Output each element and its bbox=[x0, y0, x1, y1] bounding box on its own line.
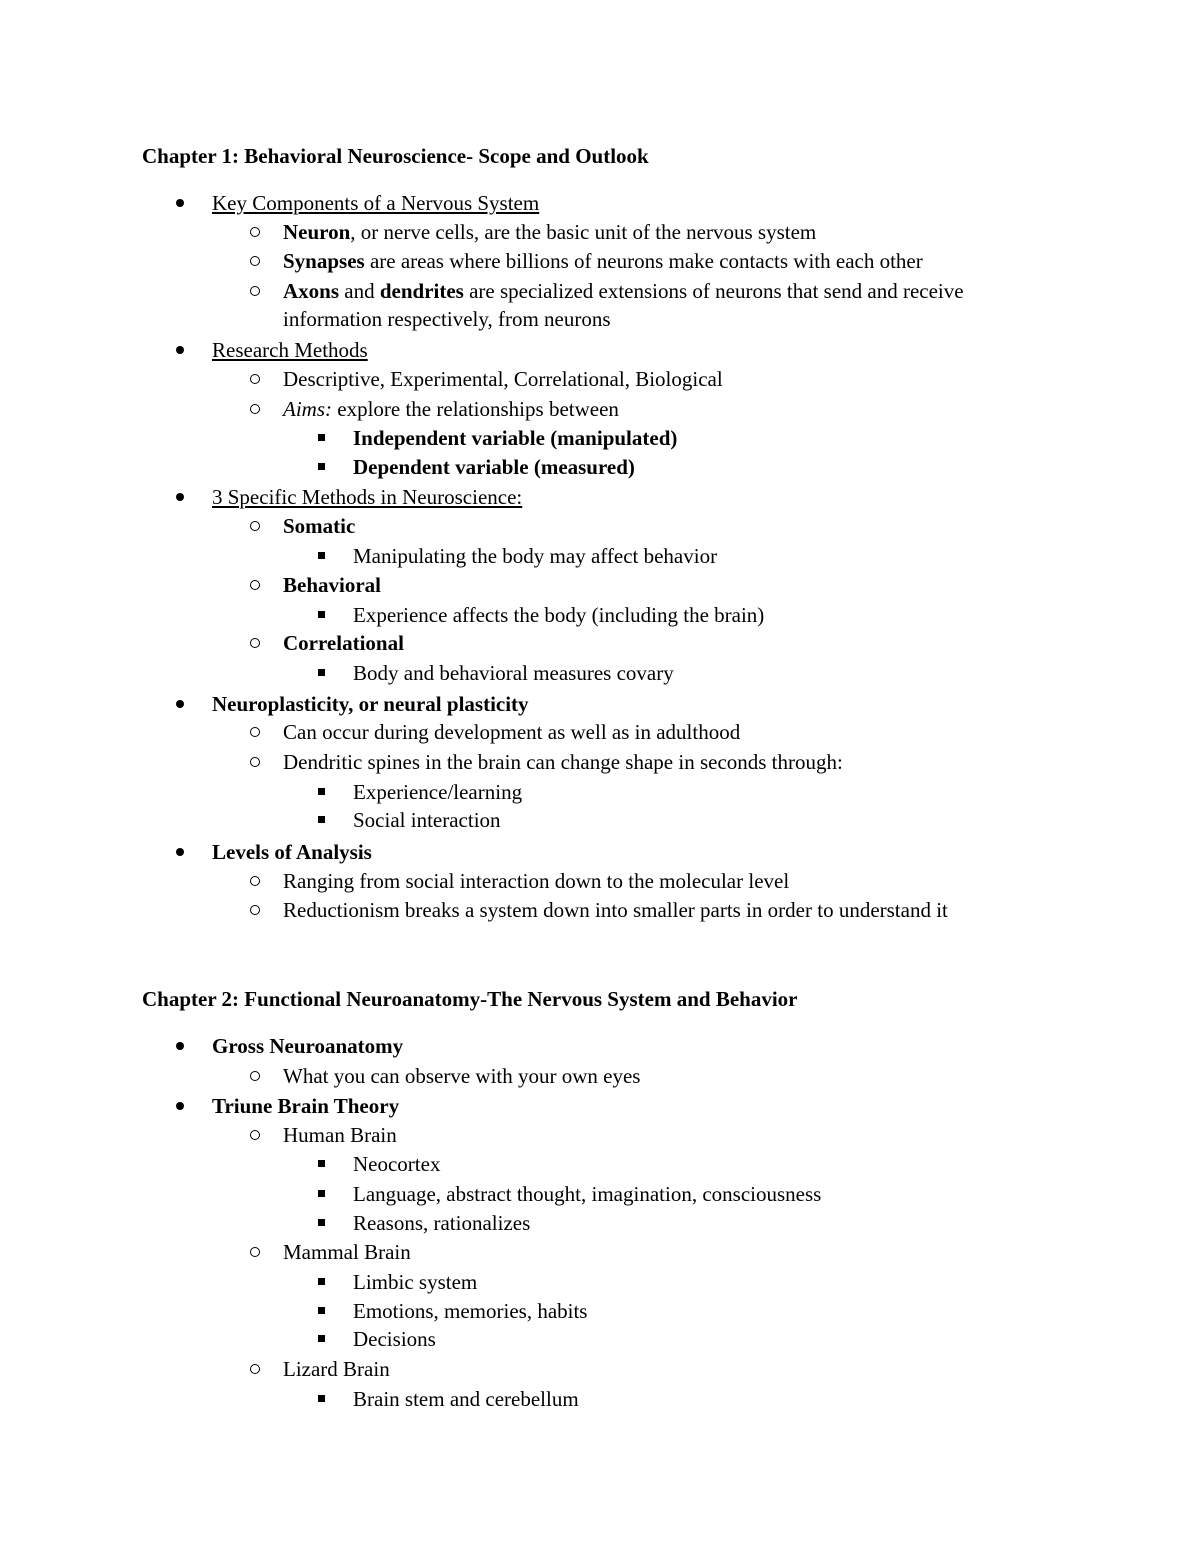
axons-text-continued: information respectively, from neurons bbox=[283, 307, 611, 331]
bullet-circle-icon bbox=[250, 1071, 260, 1081]
item-levels-2 bbox=[283, 896, 948, 924]
item-decisions bbox=[353, 1325, 436, 1353]
bullet-circle-icon bbox=[250, 638, 260, 648]
mammal-brain-label: Mammal Brain bbox=[283, 1240, 411, 1264]
item-independent-variable bbox=[353, 424, 677, 452]
gross-item-1: What you can observe with your own eyes bbox=[283, 1064, 641, 1088]
bullet-disc-icon bbox=[176, 199, 184, 207]
item-axons-continued bbox=[283, 305, 611, 333]
item-aims bbox=[283, 395, 619, 423]
item-human-brain bbox=[283, 1121, 397, 1149]
mammal-item-1: Emotions, memories, habits bbox=[353, 1299, 588, 1323]
bullet-triune-brain bbox=[212, 1092, 399, 1120]
bullet-circle-icon bbox=[250, 521, 260, 531]
axons-mid: and bbox=[339, 279, 380, 303]
bullet-square-icon bbox=[318, 1335, 325, 1342]
item-brain-stem bbox=[353, 1385, 579, 1413]
synapses-term: Synapses bbox=[283, 249, 365, 273]
bullet-square-icon bbox=[318, 816, 325, 823]
item-dependent-variable bbox=[353, 453, 635, 481]
somatic-desc-text: Manipulating the body may affect behavior bbox=[353, 544, 718, 568]
synapses-text: are areas where billions of neurons make contacts with each other bbox=[364, 249, 923, 273]
human-item-1: Language, abstract thought, imagination, consciousness bbox=[353, 1182, 822, 1206]
item-behavioral bbox=[283, 571, 381, 599]
lizard-brain-label: Lizard Brain bbox=[283, 1357, 390, 1381]
item-lizard-brain bbox=[283, 1355, 390, 1383]
item-neuroplasticity-1 bbox=[283, 718, 740, 746]
method-types-text: Descriptive, Experimental, Correlational, Biological bbox=[283, 367, 723, 391]
bullet-circle-icon bbox=[250, 727, 260, 737]
item-method-types bbox=[283, 365, 723, 393]
bullet-disc-icon bbox=[176, 1102, 184, 1110]
bullet-levels-of-analysis bbox=[212, 838, 372, 866]
bullet-disc-icon bbox=[176, 848, 184, 856]
bullet-square-icon bbox=[318, 1190, 325, 1197]
item-emotions bbox=[353, 1297, 587, 1325]
bullet-square-icon bbox=[318, 1160, 325, 1167]
lizard-item-0: Brain stem and cerebellum bbox=[353, 1387, 579, 1411]
bullet-gross-neuroanatomy bbox=[212, 1032, 403, 1060]
bullet-circle-icon bbox=[250, 876, 260, 886]
item-social-interaction bbox=[353, 806, 501, 834]
key-components-title: Key Components of a Nervous System bbox=[212, 191, 540, 215]
bullet-circle-icon bbox=[250, 256, 260, 266]
bullet-circle-icon bbox=[250, 1364, 260, 1374]
bullet-circle-icon bbox=[250, 757, 260, 767]
bullet-research-methods bbox=[212, 336, 368, 364]
bullet-circle-icon bbox=[250, 1247, 260, 1257]
human-item-2: Reasons, rationalizes bbox=[353, 1211, 531, 1235]
behavioral-desc-text: Experience affects the body (including the brain) bbox=[353, 603, 765, 627]
item-reasons bbox=[353, 1209, 530, 1237]
item-neocortex bbox=[353, 1150, 440, 1178]
bullet-square-icon bbox=[318, 788, 325, 795]
bullet-specific-methods bbox=[212, 483, 522, 511]
experience-learning-text: Experience/learning bbox=[353, 780, 523, 804]
bullet-disc-icon bbox=[176, 1042, 184, 1050]
neuroplasticity-title: Neuroplasticity, or neural plasticity bbox=[212, 692, 529, 716]
bullet-circle-icon bbox=[250, 374, 260, 384]
gross-title: Gross Neuroanatomy bbox=[212, 1034, 404, 1058]
bullet-disc-icon bbox=[176, 493, 184, 501]
bullet-square-icon bbox=[318, 1395, 325, 1402]
social-interaction-text: Social interaction bbox=[353, 808, 501, 832]
item-neuron bbox=[283, 218, 816, 246]
bullet-square-icon bbox=[318, 434, 325, 441]
mammal-item-2: Decisions bbox=[353, 1327, 436, 1351]
dendrites-term: dendrites bbox=[379, 279, 464, 303]
chapter-2-heading: Chapter 2: Functional Neuroanatomy-The Nervous System and Behavior bbox=[142, 987, 798, 1011]
item-somatic-desc bbox=[353, 542, 717, 570]
human-item-0: Neocortex bbox=[353, 1152, 441, 1176]
bullet-circle-icon bbox=[250, 580, 260, 590]
bullet-square-icon bbox=[318, 552, 325, 559]
bullet-square-icon bbox=[318, 669, 325, 676]
neuron-text: , or nerve cells, are the basic unit of the nervous system bbox=[350, 220, 817, 244]
item-somatic bbox=[283, 512, 355, 540]
bullet-square-icon bbox=[318, 1219, 325, 1226]
item-levels-1 bbox=[283, 867, 789, 895]
independent-variable-text: Independent variable (manipulated) bbox=[353, 426, 678, 450]
bullet-square-icon bbox=[318, 1278, 325, 1285]
dependent-variable-text: Dependent variable (measured) bbox=[353, 455, 635, 479]
research-methods-title: Research Methods bbox=[212, 338, 368, 362]
specific-methods-title: 3 Specific Methods in Neuroscience: bbox=[212, 485, 523, 509]
bullet-square-icon bbox=[318, 611, 325, 618]
levels-title: Levels of Analysis bbox=[212, 840, 372, 864]
triune-title: Triune Brain Theory bbox=[212, 1094, 400, 1118]
item-axons bbox=[283, 277, 964, 305]
chapter-1-heading: Chapter 1: Behavioral Neuroscience- Scope and Outlook bbox=[142, 144, 649, 168]
bullet-square-icon bbox=[318, 463, 325, 470]
bullet-square-icon bbox=[318, 1307, 325, 1314]
item-neuroplasticity-2 bbox=[283, 748, 843, 776]
bullet-circle-icon bbox=[250, 404, 260, 414]
axons-term: Axons bbox=[283, 279, 340, 303]
bullet-key-components bbox=[212, 189, 539, 217]
neuroplasticity-item-2: Dendritic spines in the brain can change shape in seconds through: bbox=[283, 750, 843, 774]
item-correlational-desc bbox=[353, 659, 674, 687]
aims-text: explore the relationships between bbox=[332, 397, 619, 421]
bullet-circle-icon bbox=[250, 286, 260, 296]
item-limbic bbox=[353, 1268, 477, 1296]
item-experience-learning bbox=[353, 778, 522, 806]
somatic-term: Somatic bbox=[283, 514, 356, 538]
mammal-item-0: Limbic system bbox=[353, 1270, 478, 1294]
aims-label: Aims: bbox=[283, 397, 332, 421]
item-correlational bbox=[283, 629, 404, 657]
neuron-term: Neuron bbox=[283, 220, 351, 244]
bullet-circle-icon bbox=[250, 905, 260, 915]
levels-item-1: Ranging from social interaction down to the molecular level bbox=[283, 869, 790, 893]
item-language bbox=[353, 1180, 821, 1208]
correlational-desc-text: Body and behavioral measures covary bbox=[353, 661, 674, 685]
bullet-neuroplasticity bbox=[212, 690, 529, 718]
human-brain-label: Human Brain bbox=[283, 1123, 397, 1147]
neuroplasticity-item-1: Can occur during development as well as in adulthood bbox=[283, 720, 741, 744]
item-synapses bbox=[283, 247, 923, 275]
bullet-disc-icon bbox=[176, 700, 184, 708]
levels-item-2: Reductionism breaks a system down into smaller parts in order to understand it bbox=[283, 898, 948, 922]
correlational-term: Correlational bbox=[283, 631, 404, 655]
bullet-circle-icon bbox=[250, 227, 260, 237]
item-mammal-brain bbox=[283, 1238, 411, 1266]
item-behavioral-desc bbox=[353, 601, 764, 629]
item-gross-1 bbox=[283, 1062, 640, 1090]
behavioral-term: Behavioral bbox=[283, 573, 381, 597]
bullet-disc-icon bbox=[176, 346, 184, 354]
axons-text: are specialized extensions of neurons that send and receive bbox=[463, 279, 964, 303]
bullet-circle-icon bbox=[250, 1130, 260, 1140]
